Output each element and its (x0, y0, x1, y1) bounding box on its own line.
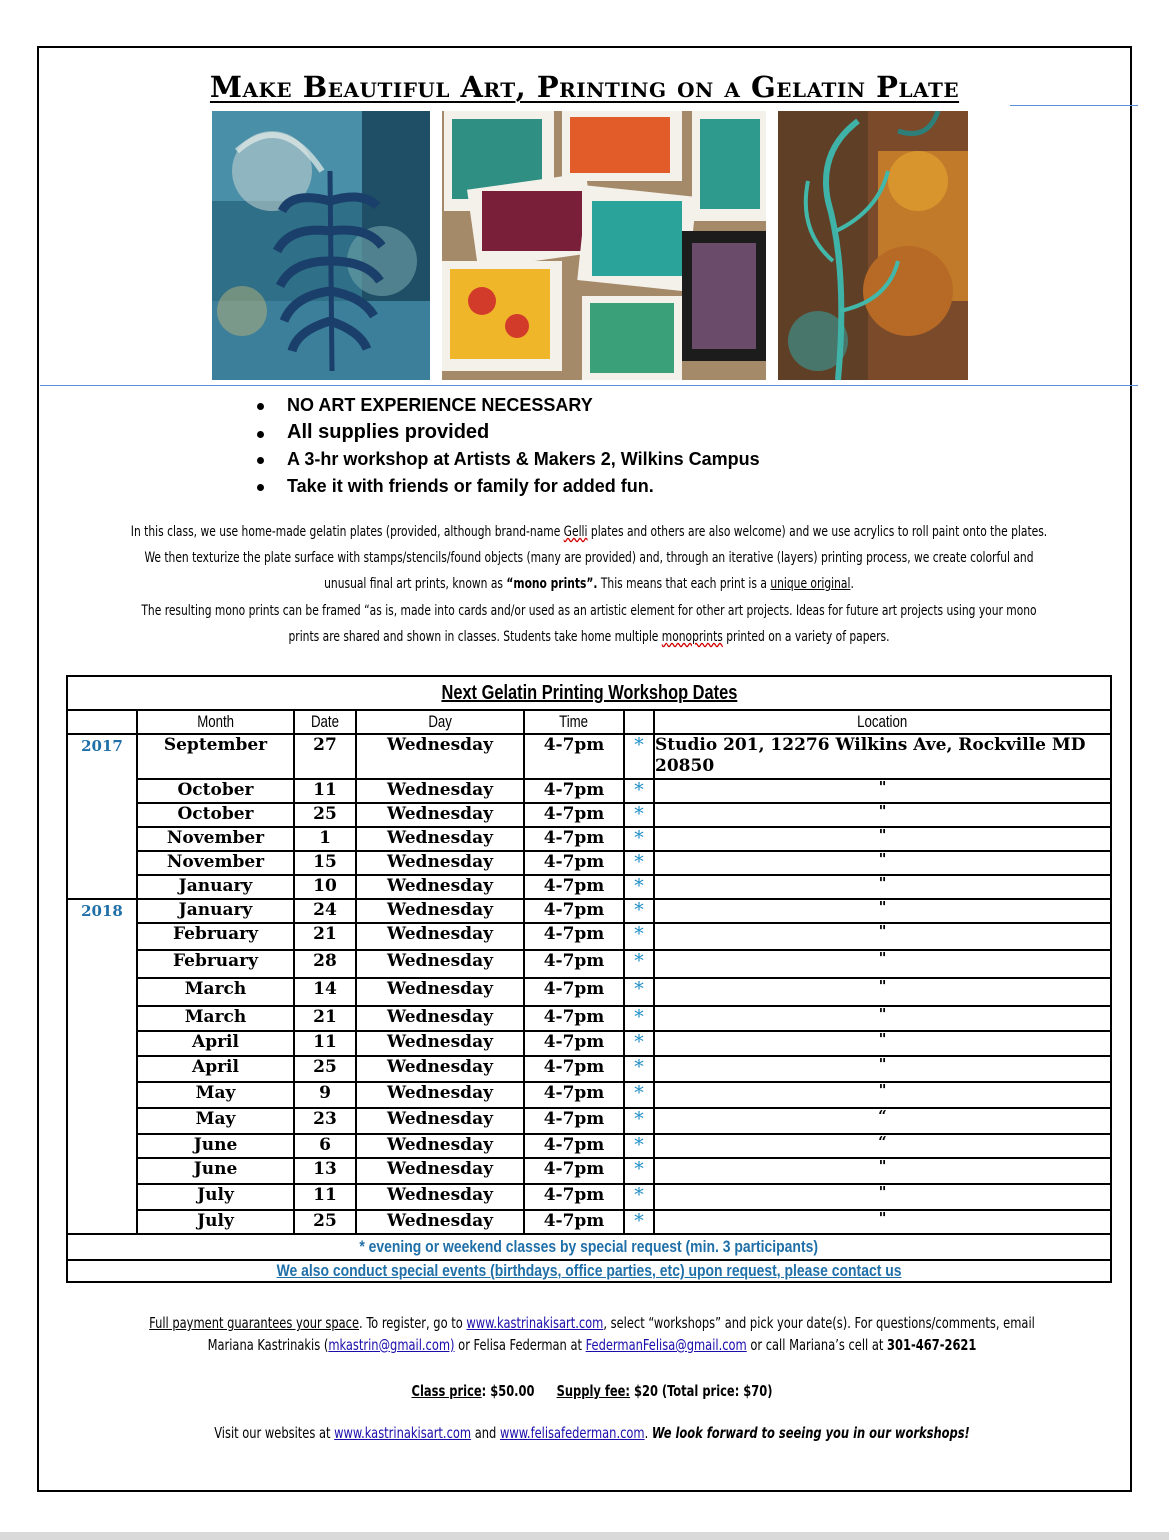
cell-star: * (624, 1006, 654, 1031)
cell-location: " (654, 1184, 1111, 1210)
bullet-item: Take it with friends or family for added fun. (255, 476, 760, 503)
cell-date: 25 (294, 1210, 356, 1234)
bottom-scroll-edge (0, 1532, 1169, 1540)
cell-star: * (624, 1210, 654, 1234)
cell-location: " (654, 803, 1111, 827)
cell-time: 4-7pm (524, 803, 624, 827)
cell-date: 9 (294, 1082, 356, 1108)
cell-date: 11 (294, 1184, 356, 1210)
cell-date: 28 (294, 950, 356, 978)
cell-date: 23 (294, 1108, 356, 1134)
cell-date: 21 (294, 1006, 356, 1031)
cell-star: * (624, 978, 654, 1006)
year-spacer (67, 950, 137, 978)
cell-day: Wednesday (356, 1158, 524, 1184)
year-spacer (67, 1006, 137, 1031)
table-row (67, 899, 1111, 923)
cell-location: “ (654, 1108, 1111, 1134)
special-request-note: * evening or weekend classes by special request (min. 3 participants) (67, 1234, 1111, 1260)
cell-month: November (137, 851, 294, 875)
cell-date: 1 (294, 827, 356, 851)
cell-day: Wednesday (356, 1134, 524, 1158)
cell-time: 4-7pm (524, 1210, 624, 1234)
header-date: Date (294, 710, 356, 734)
cell-day: Wednesday (356, 923, 524, 950)
email-link-felisa[interactable]: FedermanFelisa@gmail.com (585, 1336, 747, 1354)
cell-month: May (137, 1108, 294, 1134)
bullet-item: NO ART EXPERIENCE NECESSARY (255, 395, 760, 421)
cell-month: July (137, 1210, 294, 1234)
table-row (67, 923, 1111, 950)
cell-date: 21 (294, 923, 356, 950)
pricing-line: Class price: $50.00 Supply fee: $20 (Total price: $70) (411, 1382, 773, 1400)
header-year (67, 710, 137, 734)
table-row (67, 1082, 1111, 1108)
cell-star: * (624, 875, 654, 899)
cell-month: April (137, 1056, 294, 1082)
cell-day: Wednesday (356, 827, 524, 851)
cell-date: 10 (294, 875, 356, 899)
cell-day: Wednesday (356, 1184, 524, 1210)
cell-day: Wednesday (356, 1056, 524, 1082)
table-row (67, 803, 1111, 827)
cell-month: November (137, 827, 294, 851)
cell-date: 11 (294, 779, 356, 803)
year-2017: 2017 (67, 734, 137, 779)
cell-month: June (137, 1134, 294, 1158)
cell-month: May (137, 1082, 294, 1108)
cell-day: Wednesday (356, 851, 524, 875)
cell-month: October (137, 803, 294, 827)
cell-location: " (654, 851, 1111, 875)
cell-time: 4-7pm (524, 899, 624, 923)
cell-star: * (624, 1082, 654, 1108)
cell-location: " (654, 1158, 1111, 1184)
feature-bullet-list (255, 395, 760, 503)
table-header-row (67, 710, 1111, 734)
cell-star: * (624, 1108, 654, 1134)
cell-time: 4-7pm (524, 923, 624, 950)
cell-day: Wednesday (356, 803, 524, 827)
cell-time: 4-7pm (524, 851, 624, 875)
cell-location: " (654, 875, 1111, 899)
cell-date: 24 (294, 899, 356, 923)
cell-month: June (137, 1158, 294, 1184)
cell-time: 4-7pm (524, 1108, 624, 1134)
cell-date: 11 (294, 1031, 356, 1056)
cell-date: 13 (294, 1158, 356, 1184)
cell-month: March (137, 978, 294, 1006)
website-link-federman[interactable]: www.felisafederman.com (499, 1424, 645, 1442)
year-spacer (67, 803, 137, 827)
cell-month: September (137, 734, 294, 779)
table-row (67, 978, 1111, 1006)
cell-star: * (624, 1134, 654, 1158)
cell-location: " (654, 1082, 1111, 1108)
year-spacer (67, 1210, 137, 1234)
cell-star: * (624, 734, 654, 779)
cell-date: 25 (294, 1056, 356, 1082)
table-row (67, 1158, 1111, 1184)
cell-day: Wednesday (356, 875, 524, 899)
year-spacer (67, 875, 137, 899)
art-image-abstract-figure (778, 111, 968, 380)
header-star (624, 710, 654, 734)
year-spacer (67, 779, 137, 803)
cell-star: * (624, 1031, 654, 1056)
intro-paragraph: In this class, we use home-made gelatin plates (provided, although brand-name Gelli plates and others are also welcome) and we use acrylics to roll paint onto the plates. We then texturize the plate surface with stamps/stencils/found objects (many are provided) and, through an iterative (layers) printing process, we create colorful and unusual final art prints, known as “mono prints”. This means that each print is a unique original. (130, 524, 1048, 592)
table-row (67, 827, 1111, 851)
cell-day: Wednesday (356, 779, 524, 803)
art-image-print-collage (442, 111, 766, 380)
year-spacer (67, 1134, 137, 1158)
cell-time: 4-7pm (524, 1006, 624, 1031)
cell-location: " (654, 779, 1111, 803)
cell-day: Wednesday (356, 734, 524, 779)
cell-time: 4-7pm (524, 1184, 624, 1210)
websites-line: Visit our websites at www.kastrinakisart.com and www.felisafederman.com. We look forward to seeing you in our workshops! (214, 1424, 970, 1442)
cell-star: * (624, 899, 654, 923)
header-location: Location (654, 710, 1111, 734)
year-spacer (67, 827, 137, 851)
cell-day: Wednesday (356, 1006, 524, 1031)
cell-location: " (654, 1006, 1111, 1031)
email-link-mariana[interactable]: mkastrin@gmail.com) (328, 1336, 455, 1354)
table-title: Next Gelatin Printing Workshop Dates (67, 676, 1111, 710)
cell-location: " (654, 923, 1111, 950)
cell-star: * (624, 950, 654, 978)
header-month: Month (137, 710, 294, 734)
cell-star: * (624, 851, 654, 875)
decorative-rule (40, 385, 1138, 386)
workshop-schedule-table (66, 675, 1112, 1283)
cell-location: " (654, 950, 1111, 978)
art-image-leaf-print (212, 111, 430, 380)
cell-month: July (137, 1184, 294, 1210)
registration-info: Full payment guarantees your space. To register, go to www.kastrinakisart.com, select “workshops” and pick your date(s). For questions/comments, email Mariana Kastrinakis (mkastrin@gmail.com) or Felisa Federman at FedermanFelisa@gmail.com or call Mariana’s cell at 301-467-2621 (149, 1314, 1035, 1354)
table-row (67, 1134, 1111, 1158)
cell-day: Wednesday (356, 978, 524, 1006)
results-paragraph: The resulting mono prints can be framed “as is, made into cards and/or used as an artistic element for other art projects. Ideas for future art projects using your mono prints are shared and shown in classes. Students take home multiple monoprints printed on a variety of papers. (141, 603, 1037, 645)
year-2018: 2018 (67, 899, 137, 923)
phone-number: 301-467-2621 (887, 1336, 977, 1354)
year-spacer (67, 1056, 137, 1082)
cell-star: * (624, 923, 654, 950)
cell-location: “ (654, 1134, 1111, 1158)
website-link[interactable]: www.kastrinakisart.com (466, 1314, 604, 1332)
cell-location: " (654, 899, 1111, 923)
cell-time: 4-7pm (524, 950, 624, 978)
year-spacer (67, 1158, 137, 1184)
cell-time: 4-7pm (524, 734, 624, 779)
cell-day: Wednesday (356, 1210, 524, 1234)
cell-time: 4-7pm (524, 1082, 624, 1108)
table-row (67, 1031, 1111, 1056)
cell-month: January (137, 899, 294, 923)
cell-time: 4-7pm (524, 827, 624, 851)
cell-star: * (624, 779, 654, 803)
cell-time: 4-7pm (524, 978, 624, 1006)
cell-time: 4-7pm (524, 1056, 624, 1082)
table-row (67, 851, 1111, 875)
cell-month: October (137, 779, 294, 803)
decorative-rule (1010, 105, 1138, 106)
table-row (67, 1184, 1111, 1210)
cell-star: * (624, 1056, 654, 1082)
cell-day: Wednesday (356, 1082, 524, 1108)
cell-date: 14 (294, 978, 356, 1006)
cell-date: 27 (294, 734, 356, 779)
cell-location: " (654, 1056, 1111, 1082)
cell-location: Studio 201, 12276 Wilkins Ave, Rockville MD 20850 (654, 734, 1111, 779)
header-day: Day (356, 710, 524, 734)
cell-day: Wednesday (356, 950, 524, 978)
cell-date: 25 (294, 803, 356, 827)
cell-star: * (624, 1158, 654, 1184)
year-spacer (67, 978, 137, 1006)
table-row (67, 734, 1111, 779)
cell-time: 4-7pm (524, 779, 624, 803)
cell-day: Wednesday (356, 1031, 524, 1056)
cell-month: February (137, 923, 294, 950)
table-row (67, 875, 1111, 899)
year-spacer (67, 1184, 137, 1210)
special-events-note: We also conduct special events (birthdays, office parties, etc) upon request, please contact us (67, 1260, 1111, 1282)
cell-time: 4-7pm (524, 875, 624, 899)
cell-location: " (654, 1031, 1111, 1056)
table-row (67, 950, 1111, 978)
header-time: Time (524, 710, 624, 734)
table-row (67, 1108, 1111, 1134)
cell-month: April (137, 1031, 294, 1056)
bullet-item: All supplies provided (255, 421, 760, 449)
cell-month: February (137, 950, 294, 978)
cell-month: January (137, 875, 294, 899)
year-spacer (67, 1108, 137, 1134)
year-spacer (67, 1082, 137, 1108)
table-row (67, 779, 1111, 803)
year-spacer (67, 1031, 137, 1056)
page-title: Make Beautiful Art, Printing on a Gelatin Plate (209, 70, 960, 104)
year-spacer (67, 923, 137, 950)
cell-date: 6 (294, 1134, 356, 1158)
cell-day: Wednesday (356, 899, 524, 923)
website-link-kastrinakis[interactable]: www.kastrinakisart.com (334, 1424, 472, 1442)
year-spacer (67, 851, 137, 875)
cell-star: * (624, 1184, 654, 1210)
table-row (67, 1056, 1111, 1082)
cell-location: " (654, 978, 1111, 1006)
cell-time: 4-7pm (524, 1031, 624, 1056)
cell-star: * (624, 803, 654, 827)
table-row (67, 1210, 1111, 1234)
cell-day: Wednesday (356, 1108, 524, 1134)
cell-month: March (137, 1006, 294, 1031)
bullet-item: A 3-hr workshop at Artists & Makers 2, Wilkins Campus (255, 449, 760, 476)
table-row (67, 1006, 1111, 1031)
cell-star: * (624, 827, 654, 851)
cell-location: " (654, 827, 1111, 851)
cell-date: 15 (294, 851, 356, 875)
cell-location: " (654, 1210, 1111, 1234)
cell-time: 4-7pm (524, 1134, 624, 1158)
cell-time: 4-7pm (524, 1158, 624, 1184)
